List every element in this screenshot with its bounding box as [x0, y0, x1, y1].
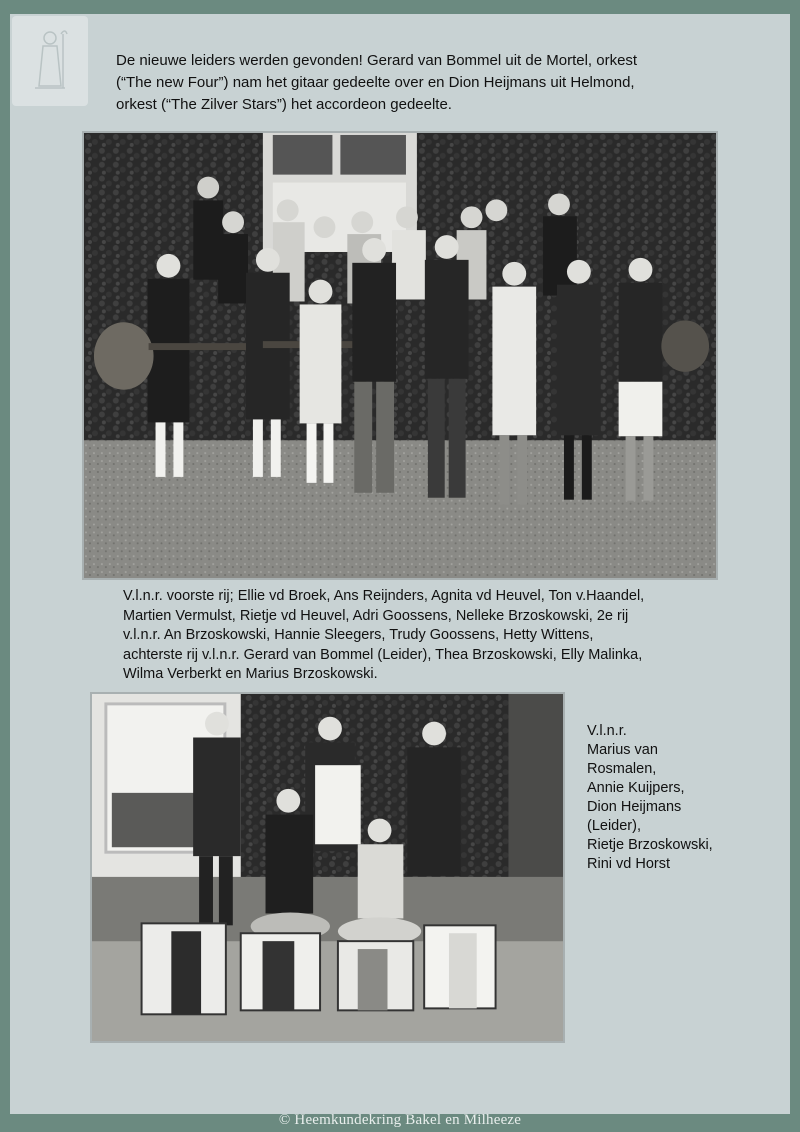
caption-line: v.l.n.r. An Brzoskowski, Hannie Sleegers, Trudy Goossens, Hetty Wittens,: [123, 627, 594, 643]
accordion-group-caption: [587, 722, 737, 874]
caption-line: Rini vd Horst: [587, 856, 670, 872]
caption-line: (Leider),: [587, 818, 641, 834]
guitar-group-photo-image: [84, 133, 716, 578]
caption-line: Annie Kuijpers,: [587, 780, 685, 796]
caption-line: Wilma Verberkt en Marius Brzoskowski.: [123, 666, 378, 682]
accordion-group-photo-image: [92, 694, 563, 1041]
copyright-footer: © Heemkundekring Bakel en Milheeze: [278, 1112, 522, 1128]
saint-figure-icon: [25, 26, 75, 96]
intro-line: (“The new Four”) nam het gitaar gedeelte over en Dion Heijmans uit Helmond,: [116, 74, 635, 91]
caption-line: Rietje Brzoskowski,: [587, 837, 713, 853]
accordion-group-photo: [90, 692, 565, 1043]
caption-line: Marius van: [587, 742, 658, 758]
intro-line: orkest (“The Zilver Stars”) het accordeon gedeelte.: [116, 96, 452, 113]
caption-line: V.l.n.r.: [587, 723, 627, 739]
caption-line: Rosmalen,: [587, 761, 657, 777]
guitar-group-photo: [82, 131, 718, 580]
intro-text: [116, 50, 716, 116]
caption-line: achterste rij v.l.n.r. Gerard van Bommel (Leider), Thea Brzoskowski, Elly Malinka,: [123, 646, 643, 663]
caption-line: Martien Vermulst, Rietje vd Heuvel, Adri Goossens, Nelleke Brzoskowski, 2e rij: [123, 607, 629, 624]
caption-line: V.l.n.r. voorste rij; Ellie vd Broek, Ans Reijnders, Agnita vd Heuvel, Ton v.Haandel,: [123, 588, 645, 604]
caption-line: Dion Heijmans: [587, 799, 682, 815]
page: [10, 14, 790, 1114]
intro-line: De nieuwe leiders werden gevonden! Gerard van Bommel uit de Mortel, orkest: [116, 52, 638, 69]
heemkundekring-logo: [12, 16, 88, 106]
guitar-group-caption: [123, 587, 713, 685]
